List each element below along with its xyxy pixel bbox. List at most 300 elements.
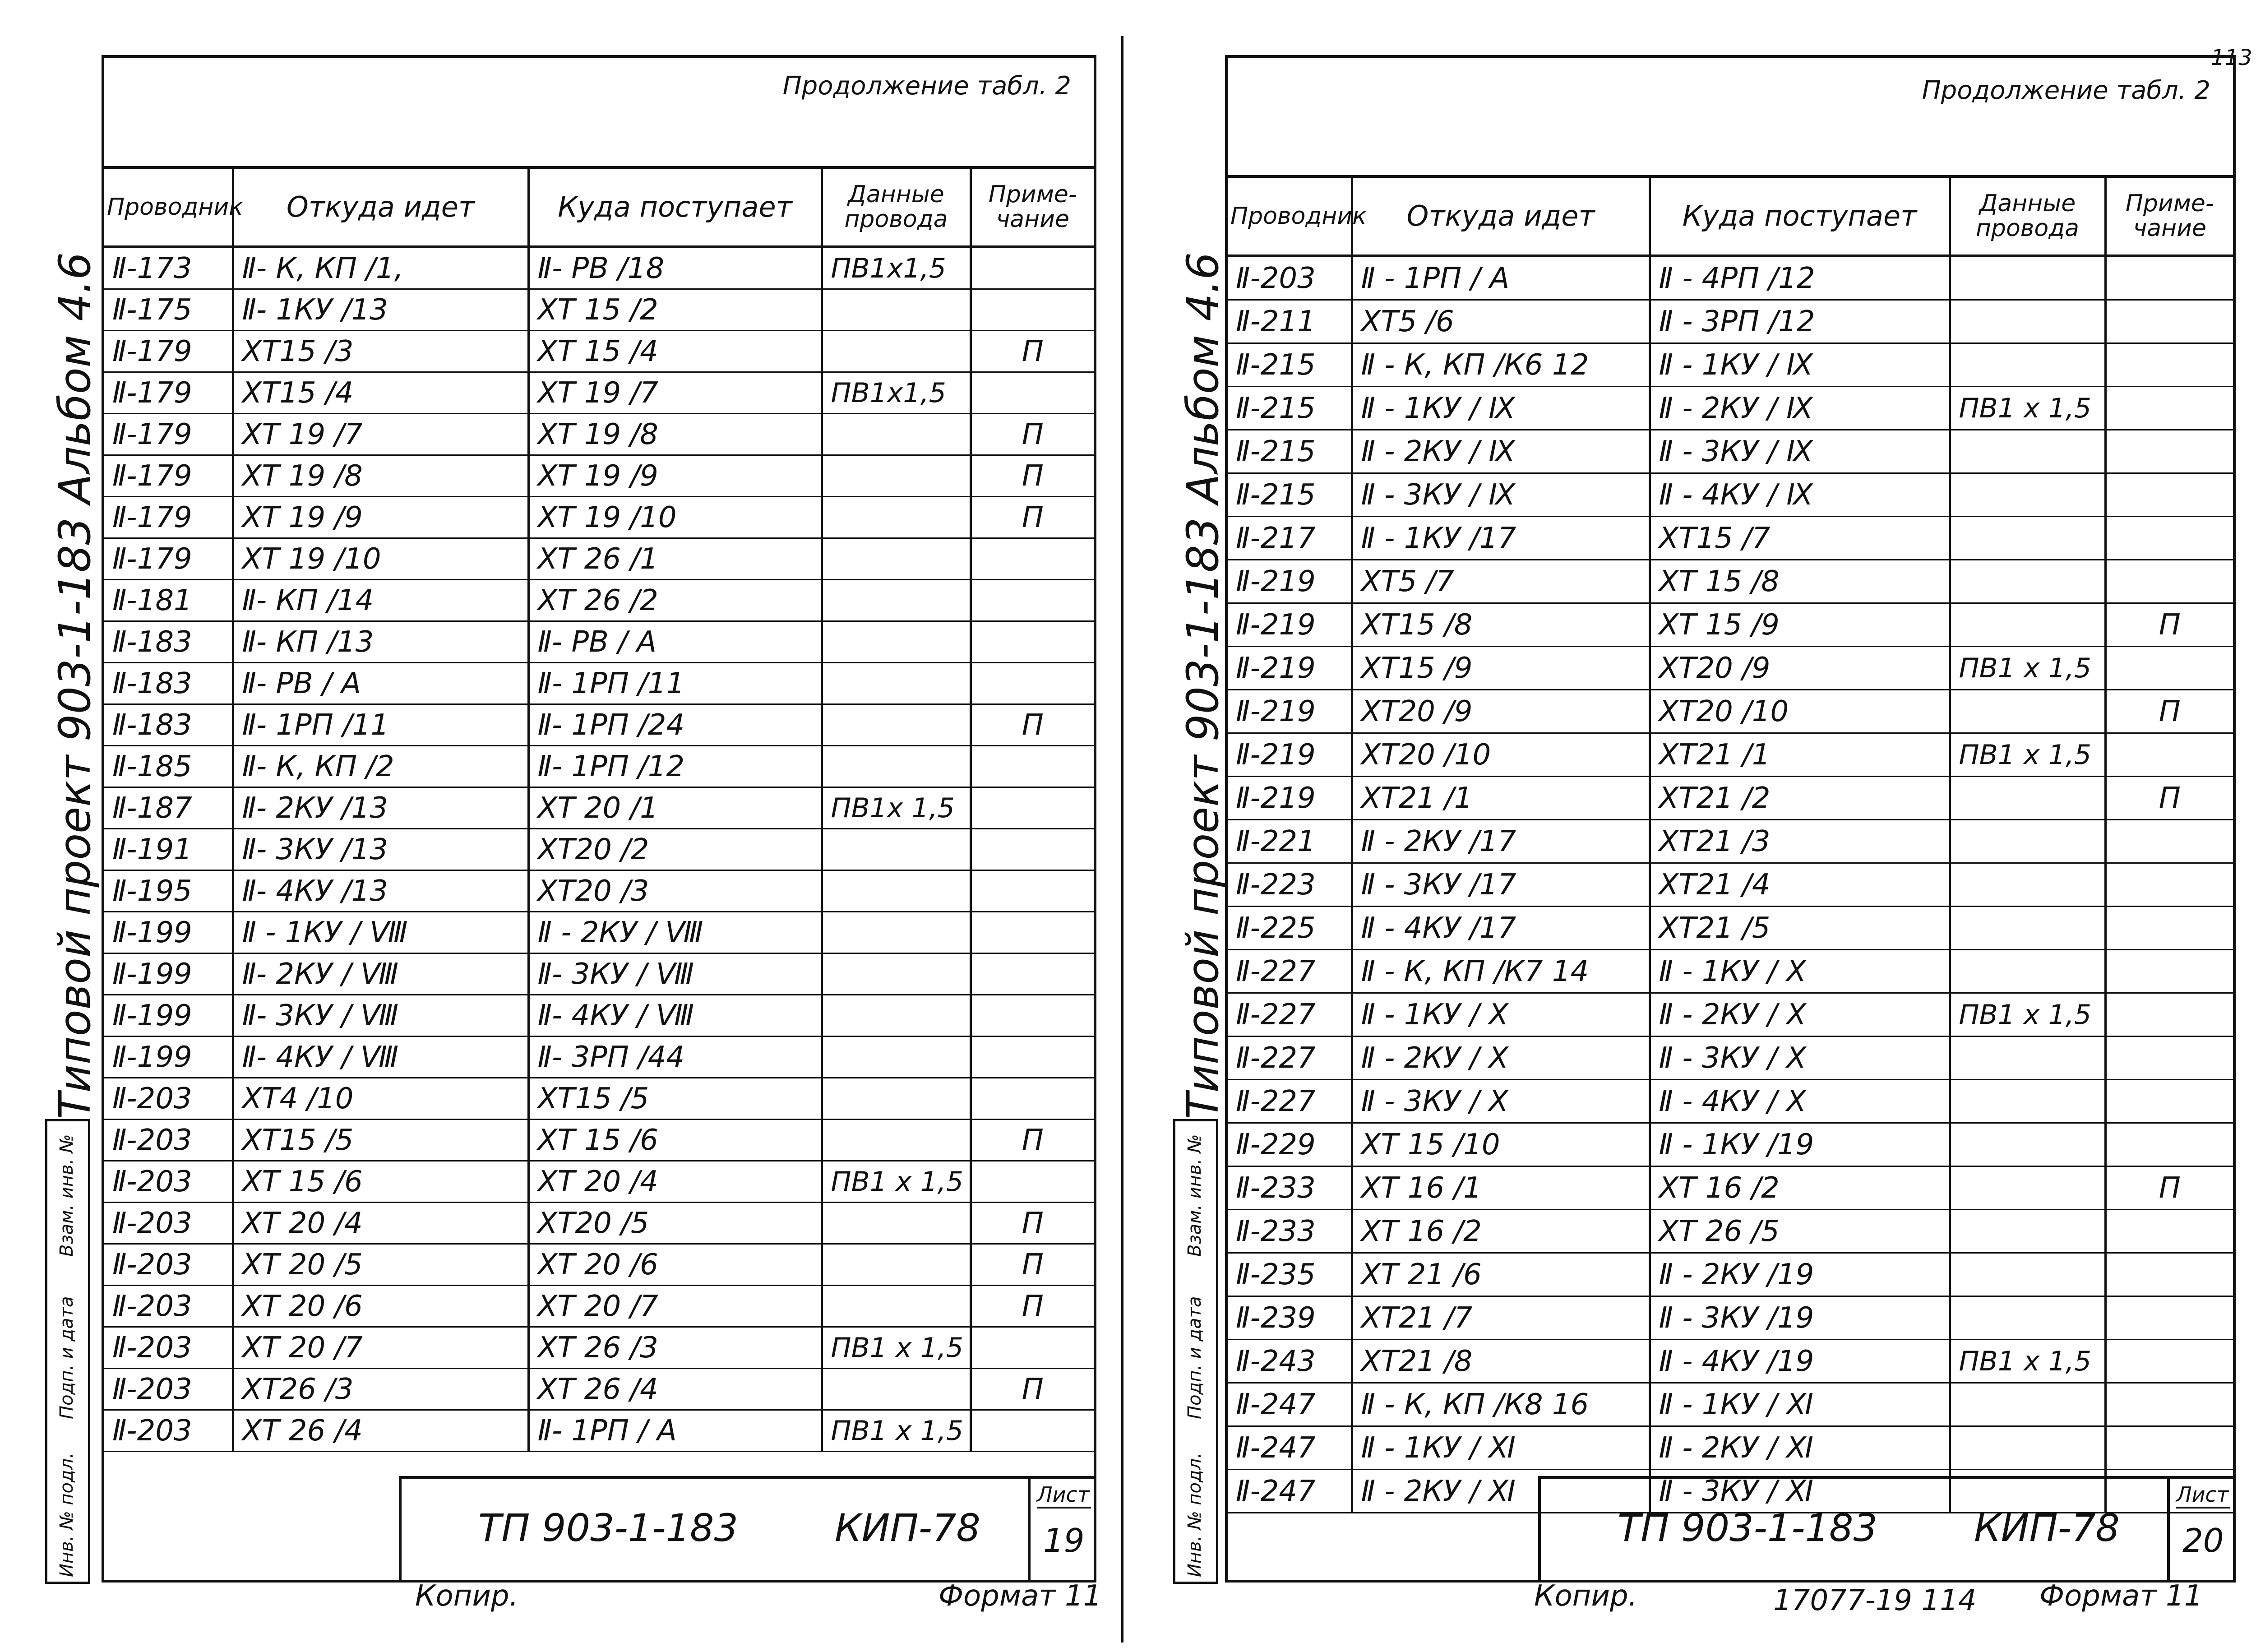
cell-to: ХТ15 /7 [1650, 517, 1950, 560]
cell-wire-data: ПВ1 х 1,5 [1950, 733, 2105, 777]
cell-note: П [971, 704, 1094, 746]
table-row [1228, 387, 2233, 430]
cell-from: ХТ21 /7 [1352, 1296, 1650, 1340]
table-row [104, 1161, 1094, 1203]
cell-wire-data [1950, 256, 2105, 300]
cell-from: ХТ 20 /7 [233, 1327, 528, 1369]
table-row [1228, 777, 2233, 820]
cell-from: Ⅱ - 1РП / А [1352, 256, 1650, 300]
cell-from: Ⅱ - К, КП /К6 12 [1352, 343, 1650, 387]
cell-from: Ⅱ- К, КП /2 [233, 746, 528, 787]
cell-conductor: Ⅱ-219 [1228, 690, 1352, 733]
col-header-wire-data: Данные провода [1950, 176, 2105, 256]
table-row [1228, 256, 2233, 300]
table-row [1228, 647, 2233, 690]
table-row [104, 1203, 1094, 1244]
cell-to: ХТ21 /2 [1650, 777, 1950, 820]
cell-note: П [971, 1286, 1094, 1327]
cell-note [2105, 1253, 2233, 1296]
wire-table-left [104, 166, 1094, 1452]
cell-wire-data [822, 1120, 971, 1161]
cell-conductor: Ⅱ-179 [104, 414, 233, 455]
cell-wire-data [1950, 1210, 2105, 1253]
cell-to: ХТ 15 /2 [528, 289, 822, 331]
cell-conductor: Ⅱ-247 [1228, 1470, 1352, 1513]
table-row [1228, 690, 2233, 733]
cell-from: ХТ20 /9 [1352, 690, 1650, 733]
doc-mark: КИП-78 [1974, 1506, 2120, 1550]
cell-conductor: Ⅱ-229 [1228, 1123, 1352, 1166]
table-row [104, 331, 1094, 372]
cell-conductor: Ⅱ-179 [104, 538, 233, 580]
cell-from: Ⅱ - 2КУ / Ⅹ [1352, 1037, 1650, 1080]
cell-note: П [971, 455, 1094, 497]
cell-wire-data: ПВ1 х 1,5 [1950, 1340, 2105, 1383]
sheet-label: Лист [2176, 1482, 2230, 1509]
cell-wire-data: ПВ1 х 1,5 [1950, 387, 2105, 430]
cell-conductor: Ⅱ-183 [104, 621, 233, 663]
cell-wire-data [822, 663, 971, 704]
cell-wire-data [822, 1037, 971, 1078]
cell-wire-data [822, 704, 971, 746]
cell-note [971, 538, 1094, 580]
sheet-number: 20 [2182, 1522, 2224, 1559]
cell-conductor: Ⅱ-175 [104, 289, 233, 331]
title-block-left [399, 1476, 1094, 1580]
cell-note [971, 829, 1094, 870]
cell-conductor: Ⅱ-203 [104, 1120, 233, 1161]
cell-to: ХТ20 /5 [528, 1203, 822, 1244]
cell-note: П [2105, 777, 2233, 820]
cell-conductor: Ⅱ-215 [1228, 430, 1352, 473]
side-box-label: Взам. инв. № [56, 1134, 77, 1257]
cell-conductor: Ⅱ-199 [104, 1037, 233, 1078]
cell-note [971, 289, 1094, 331]
side-stamp-box-left [45, 1119, 90, 1584]
cell-from: Ⅱ - К, КП /К8 16 [1352, 1383, 1650, 1426]
cell-conductor: Ⅱ-243 [1228, 1340, 1352, 1383]
table-row [1228, 733, 2233, 777]
table-row [104, 663, 1094, 704]
cell-wire-data [1950, 907, 2105, 950]
table-header-row [1228, 176, 2233, 256]
cell-conductor: Ⅱ-219 [1228, 560, 1352, 603]
cell-wire-data [1950, 1296, 2105, 1340]
cell-to: ХТ21 /3 [1650, 820, 1950, 863]
cell-from: Ⅱ- 4КУ /13 [233, 870, 528, 912]
cell-from: ХТ15 /3 [233, 331, 528, 372]
cell-from: ХТ15 /9 [1352, 647, 1650, 690]
table-row [1228, 1123, 2233, 1166]
cell-conductor: Ⅱ-219 [1228, 777, 1352, 820]
cell-to: Ⅱ - 4КУ / Ⅸ [1650, 473, 1950, 517]
cell-note: П [2105, 603, 2233, 647]
cell-to: Ⅱ- 1РП /24 [528, 704, 822, 746]
cell-to: Ⅱ - 2КУ / Ⅹ [1650, 993, 1950, 1037]
cell-from: ХТ15 /8 [1352, 603, 1650, 647]
table-row [1228, 950, 2233, 993]
cell-note [2105, 1123, 2233, 1166]
cell-from: Ⅱ - 1КУ / Ⅷ [233, 912, 528, 953]
cell-to: Ⅱ - 1КУ / Ⅹ [1650, 950, 1950, 993]
cell-conductor: Ⅱ-219 [1228, 647, 1352, 690]
cell-to: ХТ 26 /1 [528, 538, 822, 580]
cell-from: Ⅱ - 2КУ /17 [1352, 820, 1650, 863]
cell-from: Ⅱ - 3КУ / Ⅸ [1352, 473, 1650, 517]
cell-wire-data [1950, 603, 2105, 647]
cell-wire-data [1950, 430, 2105, 473]
cell-conductor: Ⅱ-227 [1228, 950, 1352, 993]
cell-wire-data [822, 580, 971, 621]
table-row [104, 621, 1094, 663]
cell-conductor: Ⅱ-215 [1228, 387, 1352, 430]
cell-note [2105, 300, 2233, 343]
cell-to: ХТ 19 /9 [528, 455, 822, 497]
cell-wire-data [1950, 473, 2105, 517]
cell-wire-data [822, 414, 971, 455]
cell-conductor: Ⅱ-219 [1228, 733, 1352, 777]
cell-from: Ⅱ- К, КП /1, [233, 247, 528, 289]
table-row [104, 870, 1094, 912]
table-row [104, 1327, 1094, 1369]
cell-note [971, 746, 1094, 787]
table-row [104, 829, 1094, 870]
table-row [104, 995, 1094, 1037]
cell-to: ХТ20 /3 [528, 870, 822, 912]
table-row [104, 538, 1094, 580]
cell-from: Ⅱ - К, КП /К7 14 [1352, 950, 1650, 993]
cell-conductor: Ⅱ-203 [104, 1203, 233, 1244]
cell-wire-data: ПВ1 х 1,5 [822, 1327, 971, 1369]
table-row [1228, 343, 2233, 387]
footer-copy-left: Копир. [415, 1579, 518, 1613]
side-title-right: Типовой проект 903-1-183 Альбом 4.6 [1178, 252, 1228, 1119]
cell-from: ХТ 20 /4 [233, 1203, 528, 1244]
cell-to: ХТ 16 /2 [1650, 1166, 1950, 1210]
cell-note: П [2105, 1166, 2233, 1210]
cell-wire-data [1950, 863, 2105, 907]
cell-conductor: Ⅱ-181 [104, 580, 233, 621]
cell-to: Ⅱ - 2КУ / Ⅷ [528, 912, 822, 953]
cell-note [2105, 560, 2233, 603]
cell-conductor: Ⅱ-183 [104, 704, 233, 746]
cell-note [2105, 1037, 2233, 1080]
cell-to: Ⅱ - 1КУ /19 [1650, 1123, 1950, 1166]
cell-to: Ⅱ - 3КУ / Ⅺ [1650, 1470, 1950, 1513]
cell-conductor: Ⅱ-191 [104, 829, 233, 870]
cell-conductor: Ⅱ-203 [104, 1161, 233, 1203]
cell-from: ХТ 16 /2 [1352, 1210, 1650, 1253]
cell-conductor: Ⅱ-227 [1228, 993, 1352, 1037]
cell-conductor: Ⅱ-173 [104, 247, 233, 289]
doc-mark: КИП-78 [835, 1506, 980, 1550]
cell-note: П [971, 1120, 1094, 1161]
cell-to: Ⅱ- РВ / А [528, 621, 822, 663]
cell-note [971, 1078, 1094, 1120]
cell-note [2105, 950, 2233, 993]
footer-order-right: 17077-19 114 [1773, 1584, 1977, 1617]
cell-note: П [2105, 690, 2233, 733]
cell-note [2105, 1340, 2233, 1383]
side-title-left: Типовой проект 903-1-183 Альбом 4.6 [50, 252, 100, 1119]
col-header-to: Куда поступает [528, 167, 822, 247]
table-row [1228, 1383, 2233, 1426]
cell-conductor: Ⅱ-219 [1228, 603, 1352, 647]
cell-wire-data [822, 289, 971, 331]
cell-wire-data [1950, 820, 2105, 863]
cell-to: ХТ20 /2 [528, 829, 822, 870]
cell-conductor: Ⅱ-247 [1228, 1383, 1352, 1426]
cell-to: Ⅱ- 4КУ / Ⅷ [528, 995, 822, 1037]
cell-conductor: Ⅱ-235 [1228, 1253, 1352, 1296]
table-row [1228, 1340, 2233, 1383]
cell-note: П [971, 1369, 1094, 1410]
cell-wire-data [1950, 1253, 2105, 1296]
cell-to: Ⅱ - 1КУ / Ⅸ [1650, 343, 1950, 387]
cell-conductor: Ⅱ-203 [104, 1244, 233, 1286]
cell-to: ХТ 15 /4 [528, 331, 822, 372]
cell-from: ХТ 20 /6 [233, 1286, 528, 1327]
col-header-conductor: Проводник [1228, 176, 1352, 256]
cell-note [971, 1161, 1094, 1203]
cell-conductor: Ⅱ-179 [104, 455, 233, 497]
cell-from: Ⅱ - 1КУ / Ⅺ [1352, 1426, 1650, 1470]
cell-note [971, 247, 1094, 289]
table-row [1228, 1037, 2233, 1080]
cell-conductor: Ⅱ-215 [1228, 343, 1352, 387]
table-row [104, 580, 1094, 621]
table-row [104, 1369, 1094, 1410]
cell-to: ХТ20 /9 [1650, 647, 1950, 690]
cell-conductor: Ⅱ-203 [104, 1410, 233, 1452]
side-stamp-box-right [1173, 1119, 1218, 1584]
cell-from: ХТ 26 /4 [233, 1410, 528, 1452]
table-row [104, 1244, 1094, 1286]
cell-conductor: Ⅱ-227 [1228, 1037, 1352, 1080]
footer-format-left: Формат 11 [938, 1579, 1102, 1613]
cell-from: ХТ 19 /7 [233, 414, 528, 455]
cell-to: ХТ 26 /3 [528, 1327, 822, 1369]
table-body-right [1228, 256, 2233, 1513]
cell-wire-data: ПВ1 х 1,5 [822, 1410, 971, 1452]
cell-from: ХТ 19 /8 [233, 455, 528, 497]
table-row [104, 1037, 1094, 1078]
cell-conductor: Ⅱ-195 [104, 870, 233, 912]
cell-wire-data [1950, 1383, 2105, 1426]
table-row [104, 787, 1094, 829]
table-row [104, 372, 1094, 414]
cell-note: П [971, 331, 1094, 372]
table-row [1228, 430, 2233, 473]
cell-from: ХТ 15 /10 [1352, 1123, 1650, 1166]
cell-note [2105, 1296, 2233, 1340]
cell-from: Ⅱ - 1КУ / Ⅹ [1352, 993, 1650, 1037]
table-row [1228, 300, 2233, 343]
side-box-label: Взам. инв. № [1184, 1134, 1205, 1257]
cell-from: Ⅱ- 2КУ /13 [233, 787, 528, 829]
cell-from: Ⅱ- 3КУ / Ⅷ [233, 995, 528, 1037]
cell-wire-data [822, 621, 971, 663]
sheet-number-box [1028, 1479, 1094, 1580]
cell-wire-data [822, 870, 971, 912]
cell-conductor: Ⅱ-223 [1228, 863, 1352, 907]
table-row [1228, 1080, 2233, 1123]
cell-to: ХТ21 /4 [1650, 863, 1950, 907]
page-number: 113 [2211, 45, 2252, 70]
cell-wire-data: ПВ1 х 1,5 [1950, 993, 2105, 1037]
cell-wire-data [1950, 1123, 2105, 1166]
side-box-label: Подп. и дата [1184, 1296, 1205, 1419]
cell-from: ХТ20 /10 [1352, 733, 1650, 777]
cell-to: Ⅱ - 2КУ / Ⅺ [1650, 1426, 1950, 1470]
col-header-conductor: Проводник [104, 167, 233, 247]
table-row [104, 289, 1094, 331]
cell-to: ХТ 19 /10 [528, 497, 822, 538]
cell-to: Ⅱ - 4КУ /19 [1650, 1340, 1950, 1383]
cell-from: ХТ 19 /10 [233, 538, 528, 580]
table-row [104, 912, 1094, 953]
cell-from: Ⅱ- 1РП /11 [233, 704, 528, 746]
cell-from: Ⅱ- КП /14 [233, 580, 528, 621]
table-row [104, 247, 1094, 289]
cell-to: Ⅱ- 1РП /11 [528, 663, 822, 704]
footer-copy-right: Копир. [1534, 1579, 1637, 1613]
cell-note [971, 1327, 1094, 1369]
cell-from: ХТ5 /6 [1352, 300, 1650, 343]
cell-to: ХТ 15 /9 [1650, 603, 1950, 647]
cell-to: ХТ 19 /7 [528, 372, 822, 414]
cell-wire-data: ПВ1х1,5 [822, 372, 971, 414]
wire-table-right [1228, 175, 2233, 1513]
cell-to: ХТ 15 /8 [1650, 560, 1950, 603]
cell-from: Ⅱ- 3КУ /13 [233, 829, 528, 870]
cell-wire-data [1950, 1080, 2105, 1123]
col-header-from: Откуда идет [1352, 176, 1650, 256]
side-box-label: Инв. № подл. [1184, 1453, 1205, 1577]
cell-from: Ⅱ- РВ / А [233, 663, 528, 704]
cell-conductor: Ⅱ-203 [1228, 256, 1352, 300]
cell-note [2105, 387, 2233, 430]
cell-conductor: Ⅱ-179 [104, 331, 233, 372]
cell-wire-data [1950, 1426, 2105, 1470]
cell-from: Ⅱ- 2КУ / Ⅷ [233, 953, 528, 995]
cell-from: ХТ15 /5 [233, 1120, 528, 1161]
cell-to: Ⅱ - 3КУ / Ⅸ [1650, 430, 1950, 473]
side-box-label: Инв. № подл. [56, 1453, 77, 1577]
cell-from: Ⅱ - 4КУ /17 [1352, 907, 1650, 950]
cell-wire-data [822, 953, 971, 995]
cell-conductor: Ⅱ-203 [104, 1078, 233, 1120]
table-row [1228, 820, 2233, 863]
cell-to: ХТ21 /1 [1650, 733, 1950, 777]
cell-conductor: Ⅱ-227 [1228, 1080, 1352, 1123]
cell-from: ХТ 21 /6 [1352, 1253, 1650, 1296]
cell-note [2105, 820, 2233, 863]
cell-note: П [971, 497, 1094, 538]
cell-note [2105, 993, 2233, 1037]
col-header-to: Куда поступает [1650, 176, 1950, 256]
cell-conductor: Ⅱ-183 [104, 663, 233, 704]
table-row [104, 704, 1094, 746]
cell-wire-data [822, 331, 971, 372]
cell-to: ХТ 20 /7 [528, 1286, 822, 1327]
cell-conductor: Ⅱ-215 [1228, 473, 1352, 517]
table-row [104, 455, 1094, 497]
table-row [104, 953, 1094, 995]
cell-note [2105, 517, 2233, 560]
cell-note: П [971, 1244, 1094, 1286]
cell-wire-data [1950, 300, 2105, 343]
table-row [1228, 1426, 2233, 1470]
cell-conductor: Ⅱ-187 [104, 787, 233, 829]
cell-wire-data [822, 1369, 971, 1410]
cell-to: Ⅱ - 4КУ / Ⅹ [1650, 1080, 1950, 1123]
cell-note [2105, 733, 2233, 777]
sheet-label: Лист [1037, 1482, 1091, 1509]
table-row [104, 746, 1094, 787]
cell-from: Ⅱ - 2КУ / Ⅺ [1352, 1470, 1650, 1513]
table-row [1228, 907, 2233, 950]
cell-wire-data [1950, 343, 2105, 387]
sheet-number-box [2167, 1479, 2233, 1580]
cell-conductor: Ⅱ-199 [104, 995, 233, 1037]
continuation-label: Продолжение табл. 2 [1922, 76, 2210, 105]
continuation-label: Продолжение табл. 2 [782, 71, 1071, 101]
cell-wire-data [1950, 777, 2105, 820]
cell-wire-data [822, 1286, 971, 1327]
cell-wire-data: ПВ1х1,5 [822, 247, 971, 289]
cell-conductor: Ⅱ-179 [104, 372, 233, 414]
cell-note [971, 663, 1094, 704]
drawing-sheet-right [1225, 55, 2236, 1583]
table-row [104, 497, 1094, 538]
cell-note [971, 1410, 1094, 1452]
cell-to: ХТ 20 /4 [528, 1161, 822, 1203]
cell-to: ХТ 20 /1 [528, 787, 822, 829]
table-row [1228, 1253, 2233, 1296]
cell-note [2105, 863, 2233, 907]
cell-wire-data: ПВ1 х 1,5 [1950, 647, 2105, 690]
cell-to: ХТ 19 /8 [528, 414, 822, 455]
cell-to: ХТ 20 /6 [528, 1244, 822, 1286]
cell-note [2105, 343, 2233, 387]
cell-to: Ⅱ - 1КУ / Ⅺ [1650, 1383, 1950, 1426]
drawing-sheet-left [102, 55, 1096, 1583]
cell-note [971, 580, 1094, 621]
table-row [104, 1078, 1094, 1120]
cell-to: Ⅱ- 1РП / А [528, 1410, 822, 1452]
cell-note [971, 787, 1094, 829]
cell-note [2105, 256, 2233, 300]
cell-to: Ⅱ - 4РП /12 [1650, 256, 1950, 300]
cell-wire-data [822, 1244, 971, 1286]
table-row [1228, 603, 2233, 647]
table-row [1228, 1210, 2233, 1253]
cell-wire-data [822, 538, 971, 580]
cell-to: Ⅱ - 3КУ /19 [1650, 1296, 1950, 1340]
cell-to: Ⅱ - 3КУ / Ⅹ [1650, 1037, 1950, 1080]
cell-from: ХТ15 /4 [233, 372, 528, 414]
cell-to: Ⅱ- РВ /18 [528, 247, 822, 289]
cell-note [2105, 647, 2233, 690]
cell-from: ХТ4 /10 [233, 1078, 528, 1120]
table-row [1228, 993, 2233, 1037]
cell-wire-data [822, 995, 971, 1037]
cell-note [971, 1037, 1094, 1078]
cell-conductor: Ⅱ-203 [104, 1327, 233, 1369]
cell-conductor: Ⅱ-225 [1228, 907, 1352, 950]
cell-conductor: Ⅱ-179 [104, 497, 233, 538]
